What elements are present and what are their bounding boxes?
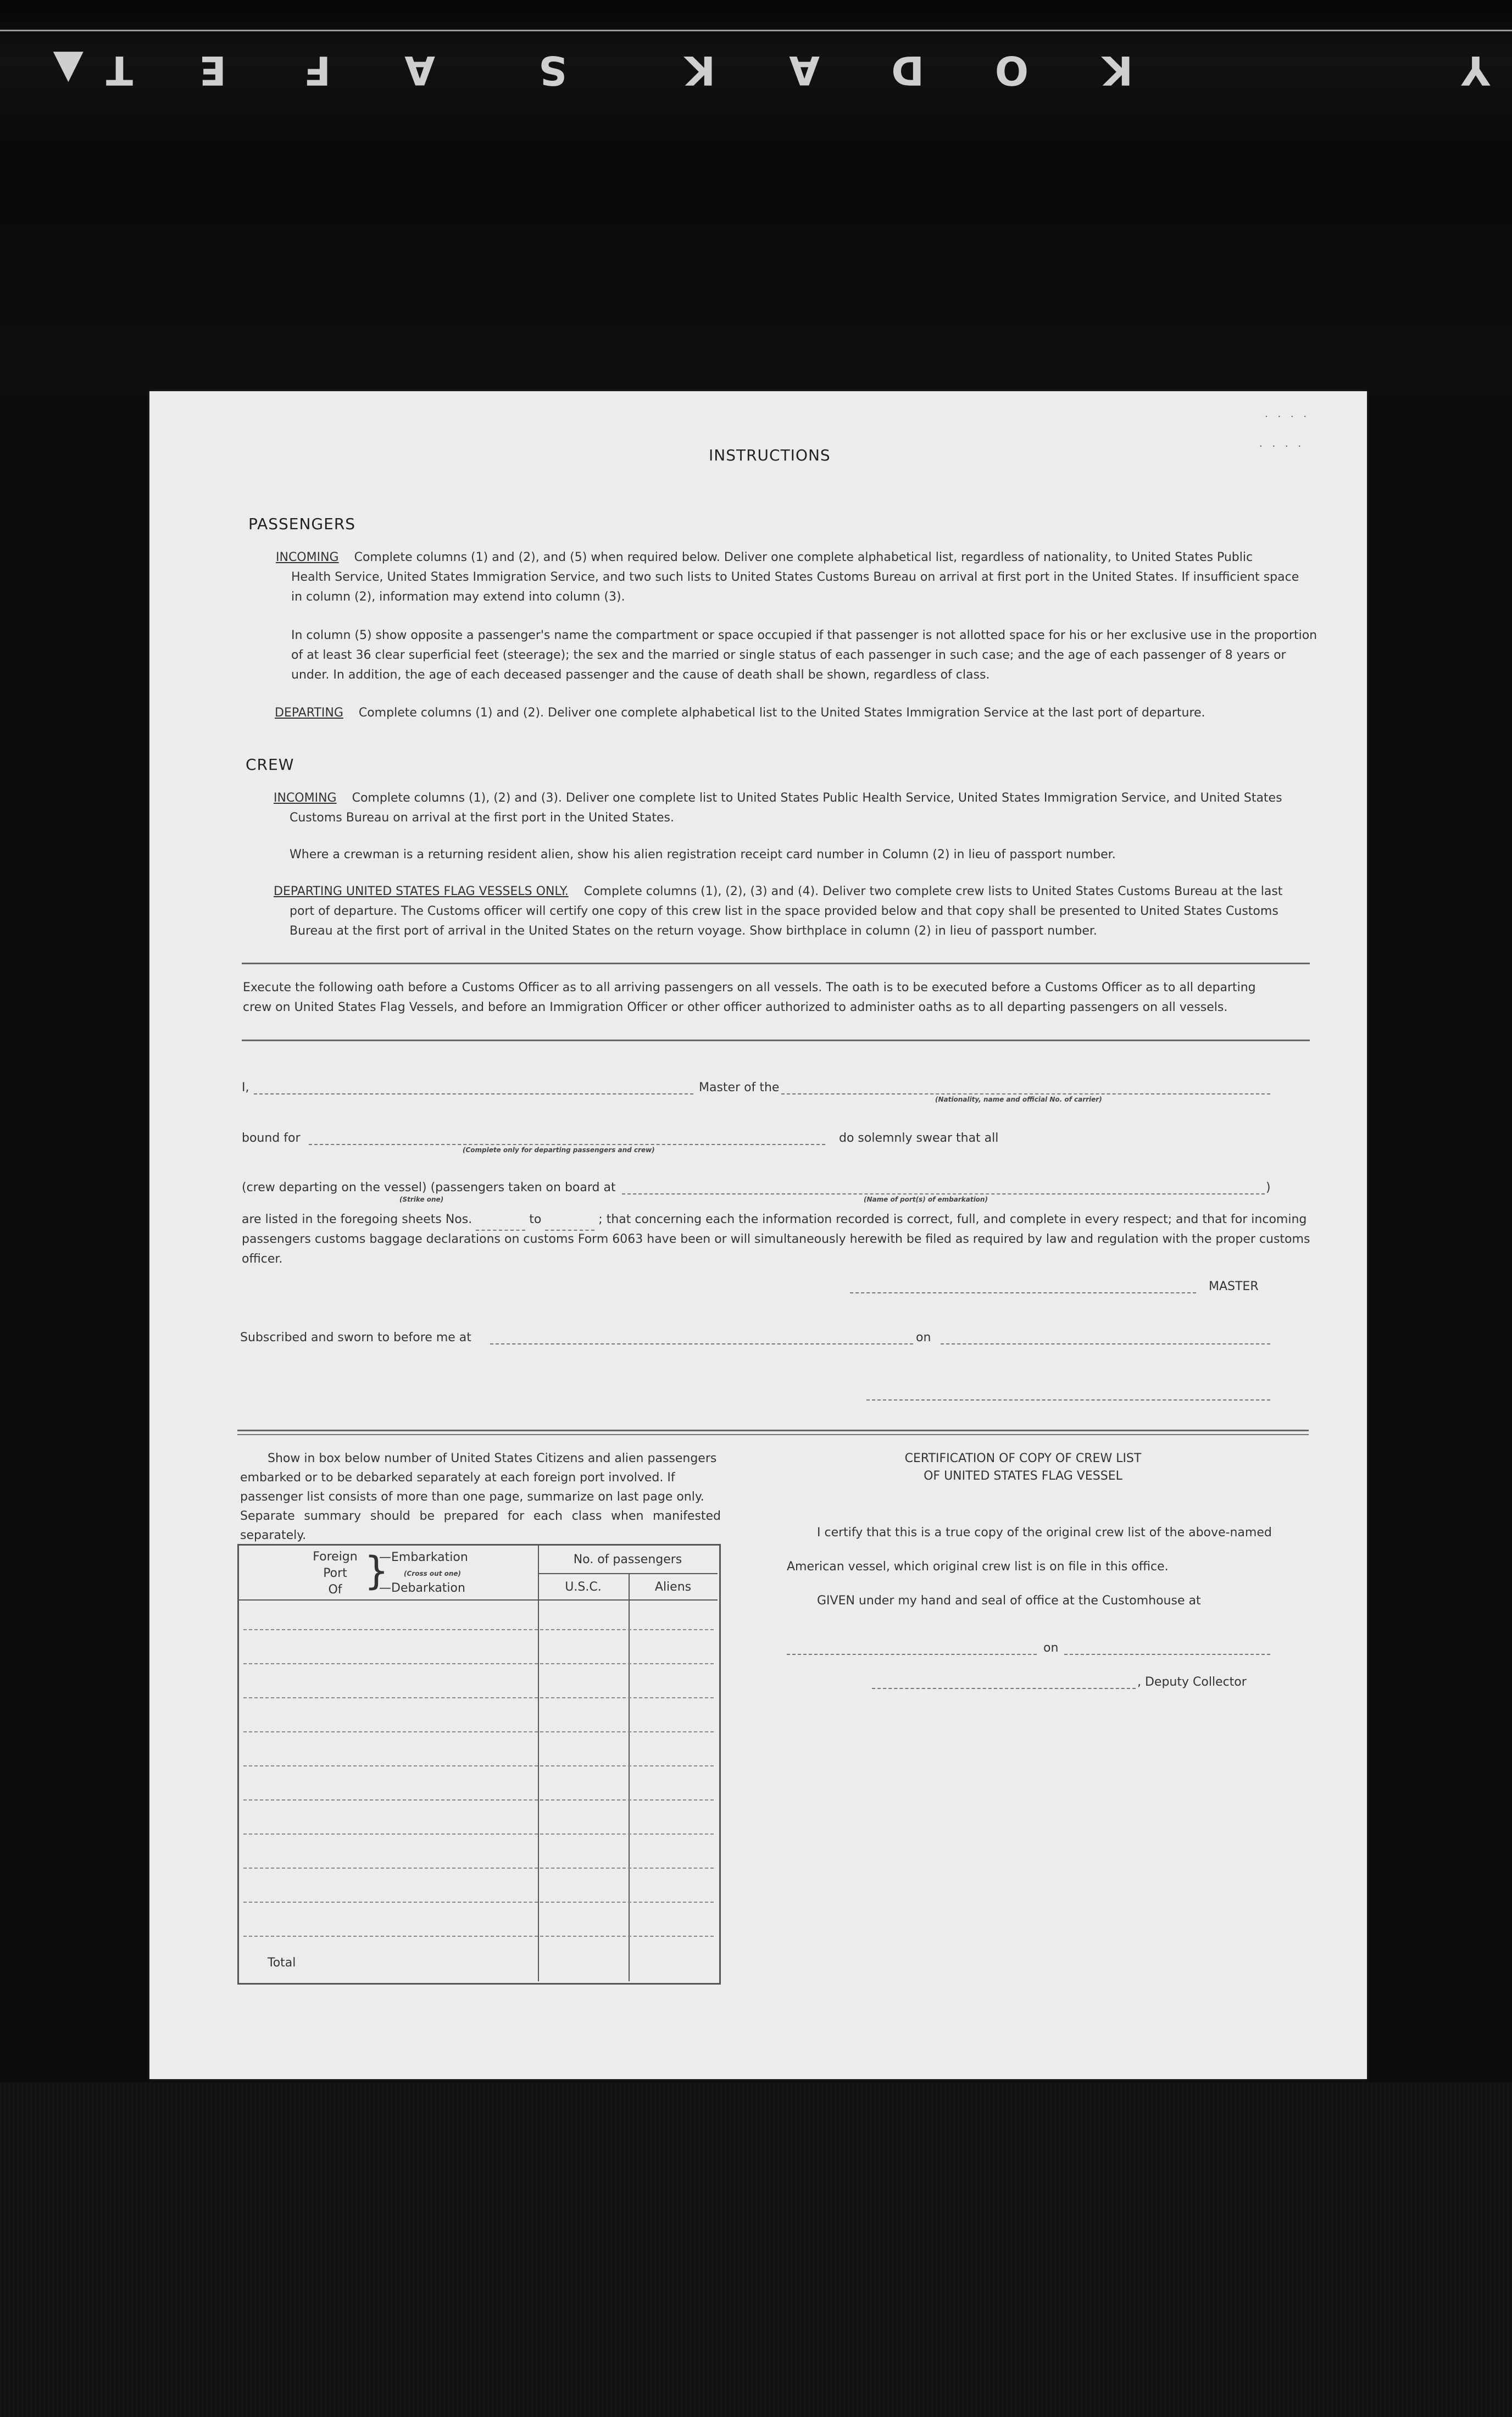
brace: }: [364, 1548, 389, 1593]
close-paren: ): [1266, 1181, 1271, 1194]
film-letter: Y: [1459, 47, 1490, 93]
master-name-field[interactable]: [254, 1093, 693, 1094]
film-letter: ▲: [51, 47, 84, 93]
column5-text-1: In column (5) show opposite a passenger's name the compartment or space occupied if that passenger is not allotted space for his or her exclusive use in the proportion: [291, 629, 1318, 642]
subscribed-label: Subscribed and sworn to before me at: [240, 1331, 471, 1344]
film-letter: E: [197, 47, 226, 93]
listed-text-3: passengers customs baggage declarations on customs Form 6063 have been or will simultaneously herewith be filed as required by law and regulation with the proper customs: [242, 1232, 1310, 1246]
subscribed-on-label: on: [916, 1331, 931, 1344]
embarkation-ports-field[interactable]: [622, 1193, 1265, 1194]
corner-mark: · · · ·: [1259, 441, 1305, 452]
crew-departing-text-3: Bureau at the first port of arrival in the United States on the return voyage. Show birthplace in column (2) in lieu of passport number.: [290, 924, 1097, 938]
passengers-departing-label: DEPARTING: [275, 706, 343, 720]
divider: [242, 963, 1310, 964]
customhouse-field[interactable]: [787, 1654, 1037, 1655]
certification-on-label: on: [1043, 1641, 1059, 1655]
table-column-divider: [629, 1573, 630, 1981]
film-edge-text: [0, 27, 1512, 104]
crew-departing-label: DEPARTING UNITED STATES FLAG VESSELS ONLY.: [274, 885, 569, 898]
given-text: GIVEN under my hand and seal of office at the Customhouse at: [817, 1594, 1201, 1608]
bound-for-field[interactable]: [309, 1144, 825, 1145]
table-row[interactable]: [243, 1868, 714, 1869]
master-of-label: Master of the: [699, 1081, 780, 1094]
of-label: Of: [328, 1583, 342, 1597]
subscribed-date-field[interactable]: [941, 1343, 1270, 1344]
departing-note: (Complete only for departing passengers and crew): [463, 1146, 655, 1154]
page-title: INSTRUCTIONS: [709, 446, 831, 464]
crew-resident-text: Where a crewman is a returning resident alien, show his alien registration receipt card number in Column (2) in lieu of passport number.: [290, 848, 1116, 862]
document-sheet: [149, 391, 1367, 2079]
deputy-collector-label: , Deputy Collector: [1137, 1675, 1247, 1689]
film-letter: K: [1100, 47, 1133, 93]
certification-date-field[interactable]: [1064, 1654, 1270, 1655]
officer-signature-field[interactable]: [866, 1399, 1270, 1401]
certification-title-line: OF UNITED STATES FLAG VESSEL: [924, 1469, 1122, 1483]
certification-title-line: CERTIFICATION OF COPY OF CREW LIST: [904, 1452, 1142, 1465]
corner-mark: · · · ·: [1265, 411, 1310, 423]
deputy-signature-field[interactable]: [872, 1688, 1136, 1689]
passenger-summary-table: [237, 1544, 721, 1985]
table-row[interactable]: [243, 1936, 714, 1937]
strike-note: (Strike one): [399, 1196, 444, 1203]
certify-text-1: I certify that this is a true copy of the original crew list of the above-named: [817, 1526, 1272, 1540]
divider: [237, 1434, 1309, 1435]
sheet-to-field[interactable]: [545, 1210, 594, 1231]
column5-text-2: of at least 36 clear superficial feet (steerage); the sex and the married or single status of each passenger in such case; and the age of each passenger of 8 years or: [291, 648, 1286, 662]
listed-sheets-line: [242, 1210, 1313, 1231]
passengers-heading: PASSENGERS: [248, 515, 356, 533]
divider: [242, 1040, 1310, 1041]
cross-out-note: (Cross out one): [404, 1570, 462, 1577]
table-row[interactable]: [243, 1697, 714, 1698]
sheet-from-field[interactable]: [476, 1210, 525, 1231]
crew-passengers-line: (crew departing on the vessel) (passengers taken on board at: [242, 1181, 616, 1194]
table-header-divider: [538, 1573, 718, 1574]
table-row[interactable]: [243, 1765, 714, 1766]
certification-title: [787, 1449, 1259, 1486]
crew-incoming: [274, 788, 1282, 808]
total-label: Total: [268, 1956, 296, 1970]
crew-departing-text-2: port of departure. The Customs officer will certify one copy of this crew list in the space provided below and that copy shall be presented to United States Customs: [290, 904, 1278, 918]
crew-departing-text: Complete columns (1), (2), (3) and (4). Deliver two complete crew lists to United States Customs Bureau at the last: [583, 885, 1283, 898]
table-row[interactable]: [243, 1629, 714, 1630]
swear-text: do solemnly swear that all: [839, 1131, 999, 1145]
certify-text-2: American vessel, which original crew list is on file in this office.: [787, 1560, 1169, 1574]
table-row[interactable]: [243, 1833, 714, 1835]
ports-note: (Name of port(s) of embarkation): [864, 1196, 988, 1203]
passengers-incoming: [276, 548, 1309, 568]
summary-intro-line: Show in box below number of United States Citizens and alien passengers: [268, 1452, 717, 1465]
column5-text-3: under. In addition, the age of each deceased passenger and the cause of death shall be shown, regardless of class.: [291, 668, 990, 682]
summary-intro-line: passenger list consists of more than one page, summarize on last page only.: [240, 1490, 704, 1504]
table-row[interactable]: [243, 1799, 714, 1801]
listed-text-2: ; that concerning each the information recorded is correct, full, and complete in every respect; and that for incoming: [598, 1213, 1307, 1226]
passengers-incoming-label: INCOMING: [276, 551, 339, 564]
film-letter: A: [402, 47, 435, 93]
listed-text-1: are listed in the foregoing sheets Nos.: [242, 1213, 472, 1226]
summary-intro-line: embarked or to be debarked separately at each foreign port involved. If: [240, 1471, 675, 1485]
film-letter: T: [103, 47, 133, 93]
embarkation-label: —Embarkation: [379, 1551, 468, 1564]
passengers-departing-text: Complete columns (1) and (2). Deliver one complete alphabetical list to the United States Immigration Service at the last port of departure.: [358, 706, 1205, 720]
table-row[interactable]: [243, 1902, 714, 1903]
film-letter: D: [889, 47, 924, 93]
divider: [237, 1430, 1309, 1431]
film-letter: S: [536, 47, 567, 93]
summary-intro-line: Separate summary should be prepared for each class when manifested separately.: [240, 1509, 721, 1542]
film-letter: K: [682, 47, 715, 93]
debarkation-label: —Debarkation: [379, 1581, 465, 1595]
table-row[interactable]: [243, 1731, 714, 1732]
passengers-departing: [275, 703, 1205, 723]
crew-departing: [274, 882, 1282, 902]
bound-for-label: bound for: [242, 1131, 301, 1145]
nationality-note: (Nationality, name and official No. of carrier): [935, 1096, 1102, 1103]
table-row[interactable]: [243, 1663, 714, 1664]
oath-intro-1: Execute the following oath before a Customs Officer as to all arriving passengers on all vessels. The oath is to be executed before a Customs Officer as to all departing: [243, 981, 1256, 994]
film-letter: F: [301, 47, 331, 93]
foreign-port-label: [310, 1549, 360, 1598]
summary-intro: [240, 1449, 721, 1545]
no-passengers-header: No. of passengers: [573, 1553, 682, 1566]
table-column-divider: [538, 1546, 539, 1981]
passengers-incoming-text-3: in column (2), information may extend into column (3).: [291, 590, 625, 604]
passengers-incoming-text-2: Health Service, United States Immigration Service, and two such lists to United States Customs Bureau on arrival at first port in the United States. If insufficient space: [291, 570, 1299, 584]
crew-incoming-label: INCOMING: [274, 791, 337, 805]
aliens-header: Aliens: [654, 1580, 692, 1594]
listed-to: to: [529, 1213, 542, 1226]
listed-text-4: officer.: [242, 1252, 283, 1266]
subscribed-place-field[interactable]: [490, 1343, 913, 1344]
film-letter: O: [992, 47, 1029, 93]
crew-heading: CREW: [246, 755, 294, 774]
master-label: MASTER: [1209, 1280, 1259, 1293]
crew-incoming-text-2: Customs Bureau on arrival at the first port in the United States.: [290, 811, 674, 825]
port-label: Port: [323, 1566, 347, 1580]
usc-header: U.S.C.: [565, 1580, 602, 1594]
passengers-incoming-text: Complete columns (1) and (2), and (5) when required below. Deliver one complete alphabetical list, regardless of nationality, to United States Public: [354, 551, 1253, 564]
film-letter: A: [787, 47, 820, 93]
foreign-label: Foreign: [313, 1550, 358, 1564]
vessel-name-field[interactable]: [781, 1093, 1270, 1094]
crew-incoming-text: Complete columns (1), (2) and (3). Deliver one complete list to United States Public Health Service, United States Immigration Service, and United States: [352, 791, 1282, 805]
film-edge-bottom: [0, 2082, 1512, 2417]
oath-intro-2: crew on United States Flag Vessels, and before an Immigration Officer or other officer authorized to administer oaths as to all departing passengers on all vessels.: [243, 1001, 1228, 1014]
table-header-divider: [239, 1599, 718, 1601]
oath-i: I,: [242, 1081, 249, 1094]
master-signature-field[interactable]: [850, 1292, 1196, 1293]
